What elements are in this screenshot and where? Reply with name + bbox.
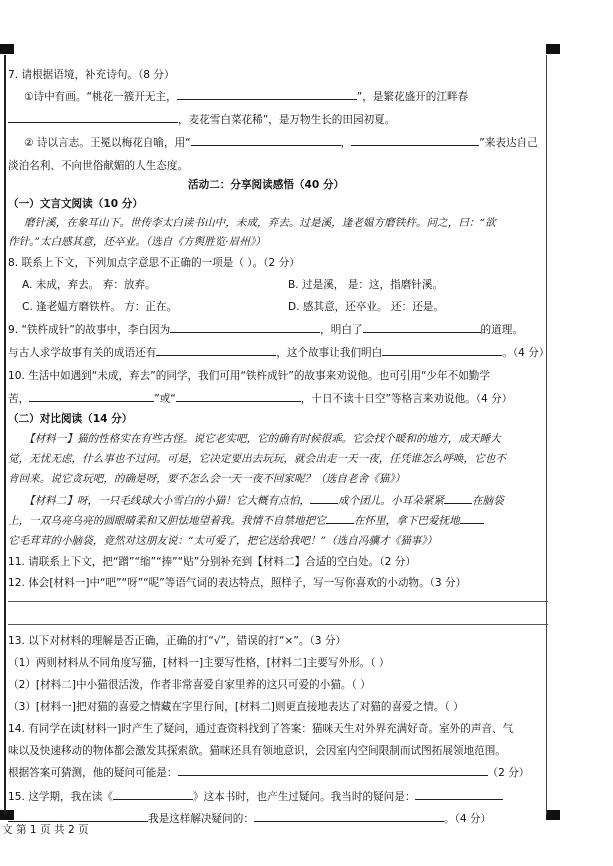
q9-line1-b: ，明白了 bbox=[320, 324, 363, 336]
q7-line1 bbox=[24, 88, 468, 106]
q15-solution-blank[interactable] bbox=[254, 810, 444, 822]
q15-line1-a: 15. 这学期，我在读《 bbox=[8, 791, 113, 803]
q7-line1-b: ”，是繁花盛开的江畔春 bbox=[356, 91, 469, 103]
classical-line2: 作针。”太白感其意，还卒业。（选自《方舆胜览·眉州》） bbox=[8, 236, 266, 248]
q15-question-blank-2[interactable] bbox=[8, 810, 148, 822]
q14-line3 bbox=[8, 764, 529, 782]
q9-line2-a: 与古人求学故事有关的成语还有 bbox=[8, 347, 157, 359]
q8-option-b: B. 过是溪， 是：这，指磨针溪。 bbox=[288, 279, 444, 291]
q10-line2 bbox=[8, 390, 512, 408]
q9-line2 bbox=[8, 344, 549, 362]
q14-line2: 味以及快速移动的物体都会激发其探索欲。猫咪还具有领地意识，会因室内空间限制而试图拓展领地范围。 bbox=[8, 745, 506, 757]
material2-blank-4[interactable] bbox=[460, 512, 484, 524]
q15-line2-a: 我是这样解决疑问的： bbox=[148, 813, 254, 825]
q11: 11. 请联系上下文，把“蹭”“缩”“捧”“贴”分别补充到【材料二】合适的空白处。（2 分） bbox=[8, 556, 416, 568]
q12-answer-line-1[interactable] bbox=[8, 601, 548, 602]
q7-blank-4[interactable] bbox=[351, 134, 479, 146]
q7-blank-1[interactable] bbox=[177, 88, 357, 100]
q15-line2-b: 。（4 分） bbox=[443, 813, 492, 825]
q7-line3-a: ② 诗以言志。王冕以梅花自喻，用“ bbox=[24, 137, 191, 149]
page-footer: 文 第 1 页 共 2 页 bbox=[2, 824, 89, 836]
q15-question-blank[interactable] bbox=[415, 788, 503, 800]
q7-line1-a: ①诗中有画。“桃花一簇开无主， bbox=[24, 91, 177, 103]
q9-blank-2[interactable] bbox=[363, 321, 481, 333]
q10-blank-1[interactable] bbox=[29, 390, 154, 402]
right-border bbox=[546, 55, 547, 815]
left-border bbox=[4, 55, 6, 815]
q9-line1 bbox=[8, 321, 523, 339]
sec1-title: （一）文言文阅读（10 分） bbox=[8, 198, 143, 210]
q10-line2-b: ”或“ bbox=[154, 393, 176, 405]
classical-line1: 磨针溪，在象耳山下。世传李太白读书山中，未成，弃去。过是溪，逢老媪方磨铁杵。问之，曰：“欲 bbox=[24, 217, 496, 229]
q10-line1: 10. 生活中如遇到“未成，弃去”的同学，我们可用“铁杵成针”的故事来劝说他。也可引用“少年不如勤学 bbox=[8, 370, 490, 382]
material2-line2-b: 在怀里，拿下巴爱抚地 bbox=[353, 515, 460, 527]
material2-line2 bbox=[8, 512, 484, 530]
q8-title: 8. 联系上下文，下列加点字意思不正确的一项是（ ）。（2 分） bbox=[8, 257, 300, 269]
q13-item1: （1）两则材料从不同角度写猫，[材料一]主要写性格，[材料二]主要写外形。（ ） bbox=[8, 657, 390, 669]
material2-line2-a: 上，一双乌亮乌亮的圆眼睛柔和又胆怯地望着我。我情不自禁地把它 bbox=[8, 515, 326, 527]
activity2-heading: 活动二：分享阅读感悟（40 分） bbox=[188, 179, 345, 191]
q14-line3-a: 根据答案可猜测，他的疑问可能是： bbox=[8, 767, 178, 779]
q14-answer-blank[interactable] bbox=[178, 764, 488, 776]
material2-line1-b: 成个团儿。小耳朵紧紧 bbox=[338, 495, 444, 507]
q14-line1: 14. 有同学在读[材料一]时产生了疑问，通过查资料找到了答案：猫咪天生对外界充满好奇。室外的声音、气 bbox=[8, 723, 514, 735]
corner-mark-top-left bbox=[0, 44, 14, 54]
material2-blank-2[interactable] bbox=[444, 492, 472, 504]
q7-line2-text: ，麦花雪白菜花稀”，是万物生长的田园初夏。 bbox=[178, 114, 396, 126]
material2-line3: 它毛茸茸的小脑袋，竟然对这朋友说：“太可爱了，把它送给我吧！”（选自冯骥才《猫事》） bbox=[8, 535, 438, 547]
q7-line4: 淡泊名利、不向世俗献媚的人生态度。 bbox=[8, 160, 189, 172]
corner-mark-top-right bbox=[546, 44, 560, 54]
q7-title: 7. 请根据语境，补充诗句。（8 分） bbox=[8, 69, 175, 81]
q7-blank-3[interactable] bbox=[191, 134, 341, 146]
material2-line1-c: 在脑袋 bbox=[471, 495, 504, 507]
q9-blank-3[interactable] bbox=[156, 344, 276, 356]
q13-item3: （3）[材料一]把对猫的喜爱之情藏在字里行间，[材料二]则更直接地表达了对猫的喜爱之情。（ ） bbox=[8, 701, 464, 713]
q12: 12. 体会[材料一]中“吧”“呀”“呢”等语气词的表达特点，照样子，写一写你喜欢的小动物。（3 分） bbox=[8, 577, 467, 589]
material2-blank-3[interactable] bbox=[326, 512, 354, 524]
q15-line1 bbox=[8, 788, 503, 806]
corner-mark-bottom-right bbox=[546, 810, 560, 820]
q8-option-d: D. 感其意，还卒业。 还：还是。 bbox=[288, 301, 444, 313]
q8-option-a: A. 未成，弃去。 弃：放弃。 bbox=[22, 279, 156, 291]
material1-line2: 觉，无忧无虑，什么事也不过问。可是，它决定要出去玩玩，就会出走一天一夜，任凭谁怎么呼唤，它也不 bbox=[8, 453, 506, 465]
q13-title: 13. 以下对材料的理解是否正确，正确的打“√”，错误的打“×”。（3 分） bbox=[8, 635, 347, 647]
material2-blank-1[interactable] bbox=[310, 492, 338, 504]
q7-blank-2[interactable] bbox=[8, 111, 178, 123]
q7-line3-b: ， bbox=[340, 137, 352, 149]
sec2-title: （二）对比阅读（14 分） bbox=[8, 413, 133, 425]
q7-line3-c: ”来表达自己 bbox=[479, 137, 538, 149]
material2-line1 bbox=[24, 492, 504, 510]
q7-line2 bbox=[8, 111, 395, 129]
q9-blank-4[interactable] bbox=[382, 344, 502, 356]
q10-blank-2[interactable] bbox=[176, 390, 301, 402]
q15-line1-b: 》这本书时，也产生过疑问。我当时的疑问是： bbox=[192, 791, 416, 803]
q9-blank-1[interactable] bbox=[170, 321, 320, 333]
q12-answer-line-2[interactable] bbox=[8, 624, 548, 625]
material1-line3: 肯回来。说它贪玩吧，的确是呀，要不怎么会一天一夜不回家呢？（选自老舍《猫》） bbox=[8, 473, 406, 485]
q13-item2: （2）[材料二]中小猫很活泼，作者非常喜爱自家里养的这只可爱的小猫。（ ） bbox=[8, 679, 371, 691]
q10-line2-c: ，十日不读十日空”等格言来劝说他。（4 分） bbox=[300, 393, 513, 405]
material1-line1: 【材料一】猫的性格实在有些古怪。说它老实吧，它的确有时候很乖。它会找个暖和的地方，成天睡大 bbox=[24, 433, 501, 445]
q9-line2-b: ，这个故事让我们明白 bbox=[276, 347, 383, 359]
q10-line2-a: 苦， bbox=[8, 393, 30, 405]
q14-line3-b: （2 分） bbox=[487, 767, 530, 779]
q7-line3 bbox=[24, 134, 538, 152]
q8-option-c: C. 逢老媪方磨铁杵。 方：正在。 bbox=[22, 301, 178, 313]
q9-line1-a: 9. “铁杵成针”的故事中，李白因为 bbox=[8, 324, 171, 336]
q9-line1-c: 的道理。 bbox=[480, 324, 523, 336]
q9-line2-c: 。（4 分） bbox=[502, 347, 550, 359]
q15-book-blank[interactable] bbox=[113, 788, 193, 800]
material2-line1-a: 【材料二】呀，一只毛线球大小雪白的小猫！它大概有点怕， bbox=[24, 495, 311, 507]
